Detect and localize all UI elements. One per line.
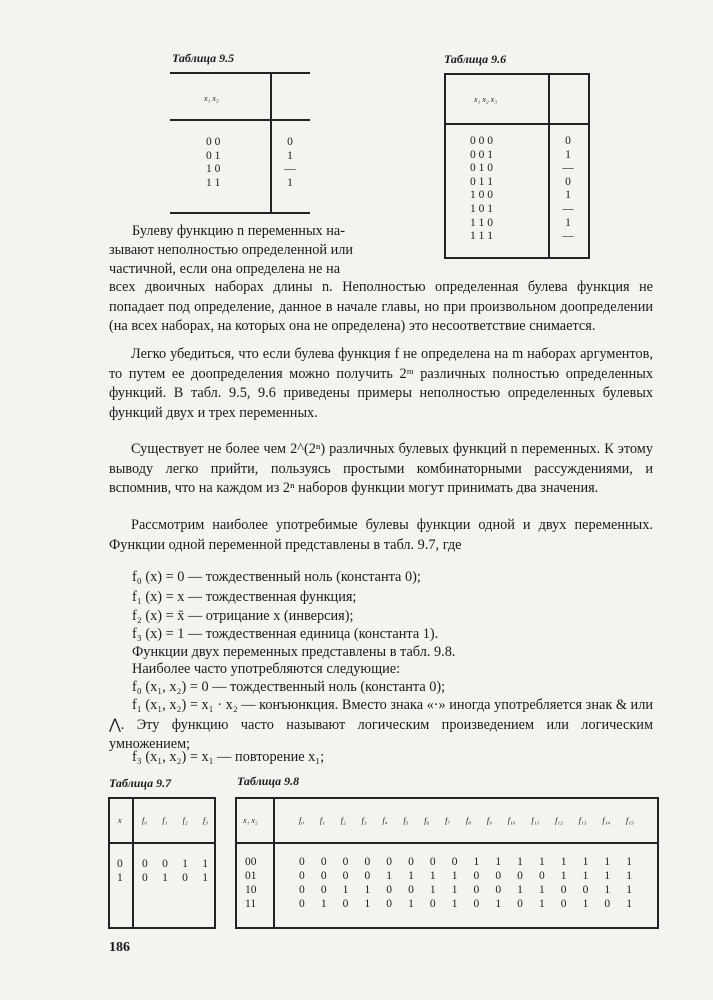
- table-9-8-args: [245, 855, 269, 911]
- table-cell: 0: [342, 898, 349, 910]
- table-cell: 1: [202, 858, 208, 870]
- table-row: 0 1 0: [470, 162, 493, 175]
- table-row: [142, 857, 208, 871]
- formula-f3-two-var: f₃ (x₁, x₂) = x₁ — повторение x₁;: [132, 749, 325, 765]
- table-cell: 0: [517, 870, 523, 882]
- table-cell: 1: [517, 884, 523, 896]
- text-two-var-functions: Функции двух переменных представлены в табл. 9.8.: [132, 644, 456, 660]
- table-cell: 0: [565, 175, 571, 188]
- table-cell: 1: [408, 898, 414, 910]
- table-cell: 0: [342, 856, 349, 868]
- table-cell: 0: [299, 884, 305, 896]
- table-cell: 1: [429, 884, 436, 896]
- table-cell: 1: [182, 858, 188, 870]
- table-cell: 0: [299, 856, 305, 868]
- table-cell: 1: [538, 898, 545, 910]
- formula-f3: f₃ (x) = 1 — тождественная единица (константа 1).: [132, 626, 439, 642]
- table-cell: 1: [202, 872, 208, 884]
- table-9-7-head-x: x: [118, 816, 122, 825]
- table-cell: 1: [117, 872, 123, 884]
- table-header: f₄: [382, 816, 388, 825]
- table-row: 1 0: [206, 163, 221, 175]
- formula-f0-two-var: f₀ (x₁, x₂) = 0 — тождественный ноль (константа 0);: [132, 679, 446, 695]
- table-cell: 1: [565, 148, 571, 161]
- table-cell: 0: [582, 884, 589, 896]
- table-9-7-caption: Таблица 9.7: [109, 776, 172, 790]
- table-cell: 1: [429, 870, 436, 882]
- table-9-5: [170, 72, 310, 214]
- table-cell: 1: [287, 176, 293, 189]
- table-row: 0 1: [206, 149, 221, 162]
- table-cell: 0: [386, 898, 392, 910]
- table-row: [299, 869, 632, 883]
- table-cell: 1: [287, 149, 293, 162]
- table-cell: 1: [565, 216, 571, 229]
- table-cell: 0: [495, 870, 502, 882]
- table-cell: 0: [560, 898, 567, 910]
- table-cell: 0: [429, 856, 436, 868]
- table-cell: 11: [245, 898, 257, 910]
- table-row: 1 1: [206, 176, 221, 189]
- table-header: f₅: [403, 816, 409, 825]
- table-cell: 1: [626, 870, 632, 882]
- table-row: [142, 871, 208, 885]
- table-cell: 00: [245, 856, 257, 868]
- table-cell: 1: [560, 856, 567, 868]
- table-header: f₃: [202, 816, 208, 825]
- table-cell: 1: [604, 856, 611, 868]
- table-cell: —: [562, 162, 574, 175]
- paragraph-4: Рассмотрим наиболее употребимые булевы функции одной и двух переменных. Функции одной переменной представлены в табл. 9.7, где: [109, 517, 653, 553]
- table-cell: 0: [320, 856, 327, 868]
- paragraph-1-continuation: всех двоичных наборах длины n. Неполностью определенная булева функция не попадает под определение, данное в начале главы, но при произвольном доопределении (на всех наборах, на которых она не определена) это несоответствие снимается.: [109, 279, 653, 335]
- table-cell: 0: [320, 884, 327, 896]
- table-cell: 0: [473, 884, 480, 896]
- table-cell: 0: [451, 856, 458, 868]
- table-9-7-heads: [142, 816, 208, 825]
- table-header: f₁₄: [602, 816, 611, 825]
- paragraph-1-line-1: Булеву функцию n переменных на-: [132, 223, 346, 239]
- table-cell: 0: [408, 856, 414, 868]
- table-cell: 0: [299, 870, 305, 882]
- table-cell: 1: [538, 856, 545, 868]
- table-cell: 1: [386, 870, 392, 882]
- table-cell: 1: [364, 884, 371, 896]
- table-cell: 1: [517, 856, 523, 868]
- formula-f2: f₂ (x) = x̄ — отрицание x (инверсия);: [132, 608, 354, 624]
- table-cell: 1: [582, 870, 589, 882]
- table-9-6-caption: Таблица 9.6: [444, 52, 507, 66]
- table-cell: 1: [604, 870, 611, 882]
- table-cell: —: [562, 230, 574, 243]
- table-9-8-values: [299, 855, 632, 911]
- table-cell: 1: [162, 872, 168, 884]
- table-9-7-values: [142, 857, 208, 885]
- table-cell: 0: [386, 884, 392, 896]
- table-header: f₆: [424, 816, 430, 825]
- table-9-6-values: [558, 135, 578, 244]
- table-cell: 1: [408, 870, 414, 882]
- table-cell: 1: [451, 870, 458, 882]
- formula-f0: f₀ (x) = 0 — тождественный ноль (константа 0);: [132, 569, 421, 585]
- table-header: f₃: [361, 816, 367, 825]
- table-cell: 1: [451, 884, 458, 896]
- table-9-7-x: [117, 857, 127, 885]
- table-9-5-header: x₁ x₂: [204, 94, 219, 103]
- table-cell: 0: [342, 870, 349, 882]
- table-cell: 0: [560, 884, 567, 896]
- table-cell: 0: [473, 870, 480, 882]
- table-cell: 1: [626, 898, 632, 910]
- table-9-8: [235, 797, 659, 929]
- table-row: 0 1 1: [470, 175, 493, 188]
- table-cell: 0: [142, 872, 148, 884]
- table-cell: 0: [299, 898, 305, 910]
- table-header: f₈: [466, 816, 472, 825]
- formula-f1: f₁ (x) = x — тождественная функция;: [132, 589, 357, 605]
- table-9-5-values: [280, 136, 300, 190]
- table-cell: 0: [182, 872, 188, 884]
- table-cell: 01: [245, 870, 257, 882]
- table-9-8-heads: [299, 816, 634, 825]
- paragraph-1-line-2: зывают неполностью определенной или: [109, 242, 354, 258]
- text-most-used: Наиболее часто употребляются следующие:: [132, 661, 401, 677]
- table-row: 0 0: [206, 136, 221, 148]
- table-cell: 1: [565, 189, 571, 202]
- table-cell: 1: [495, 856, 502, 868]
- table-cell: 1: [342, 884, 349, 896]
- table-cell: —: [284, 163, 296, 175]
- table-9-6: [444, 73, 590, 259]
- table-cell: 0: [386, 856, 392, 868]
- paragraph-1-line-3: частичной, если она определена не на: [109, 261, 341, 277]
- table-cell: 0: [117, 858, 123, 870]
- table-9-8-caption: Таблица 9.8: [237, 774, 300, 788]
- table-row: 1 0 0: [470, 189, 493, 202]
- table-cell: 1: [626, 884, 632, 896]
- table-cell: 0: [604, 898, 611, 910]
- table-cell: 0: [517, 898, 523, 910]
- paragraph-conjunction: f₁ (x₁, x₂) = x₁ · x₂ — конъюнкция. Вместо знака «·» иногда употребляется знак & или ⋀. Эту функцию часто называют логическим произведением или логическим умножением;: [109, 697, 653, 753]
- table-cell: 1: [495, 898, 502, 910]
- table-header: f₁: [162, 816, 168, 825]
- table-cell: 0: [320, 870, 327, 882]
- page-number: 186: [109, 940, 130, 955]
- table-cell: 0: [287, 136, 293, 148]
- table-cell: 1: [538, 884, 545, 896]
- table-cell: 0: [538, 870, 545, 882]
- table-row: 0 0 0: [470, 135, 493, 147]
- table-9-5-args: [206, 136, 246, 190]
- table-row: 1 0 1: [470, 202, 493, 215]
- table-header: f₁₅: [626, 816, 634, 825]
- table-row: 1 1 0: [470, 216, 493, 229]
- table-cell: 0: [364, 870, 371, 882]
- table-header: f₀: [299, 816, 305, 825]
- table-header: f₁₀: [507, 816, 516, 825]
- table-header: f₂: [340, 816, 346, 825]
- table-cell: 0: [364, 856, 371, 868]
- table-cell: 0: [473, 898, 480, 910]
- table-row: [299, 897, 632, 911]
- table-cell: 1: [604, 884, 611, 896]
- table-cell: 0: [142, 858, 148, 870]
- table-header: f₂: [182, 816, 188, 825]
- table-cell: 0: [408, 884, 414, 896]
- table-cell: 0: [162, 858, 168, 870]
- table-cell: 1: [560, 870, 567, 882]
- table-row: [299, 883, 632, 897]
- table-9-6-args: [470, 135, 530, 244]
- table-header: f₁: [319, 816, 325, 825]
- table-cell: 1: [320, 898, 327, 910]
- table-9-8-head-x: x₁ x₂: [243, 816, 258, 825]
- table-cell: 1: [626, 856, 632, 868]
- table-header: f₉: [486, 816, 492, 825]
- table-header: f₁₂: [555, 816, 563, 825]
- table-cell: 0: [429, 898, 436, 910]
- table-row: 1 1 1: [470, 230, 493, 243]
- table-row: 0 0 1: [470, 148, 493, 161]
- table-cell: 0: [565, 135, 571, 147]
- table-cell: —: [562, 202, 574, 215]
- table-cell: 10: [245, 884, 257, 896]
- table-cell: 0: [495, 884, 502, 896]
- paragraph-2: Легко убедиться, что если булева функция f не определена на m наборах аргументов, то путем ее доопределения можно получить 2ᵐ различных полностью определенных функций. В табл. 9.5, 9.6 приведены примеры неполностью определенных булевых функций двух и трех переменных.: [109, 346, 653, 421]
- table-9-5-caption: Таблица 9.5: [172, 51, 235, 65]
- table-9-7: [108, 797, 216, 929]
- table-header: f₁₁: [531, 816, 540, 825]
- table-cell: 1: [582, 898, 589, 910]
- table-row: [299, 855, 632, 869]
- table-header: f₀: [142, 816, 148, 825]
- table-cell: 1: [473, 856, 480, 868]
- table-cell: 1: [364, 898, 371, 910]
- paragraph-3: Существует не более чем 2^(2ⁿ) различных булевых функций n переменных. К этому выводу легко прийти, пользуясь простыми комбинаторными рассуждениями, и вспомнив, что на каждом из 2ⁿ наборов функции могут принимать два значения.: [109, 441, 653, 497]
- table-9-6-header: x₁ x₂ x₃: [474, 95, 497, 104]
- table-header: f₇: [445, 816, 451, 825]
- table-cell: 1: [451, 898, 458, 910]
- table-header: f₁₃: [578, 816, 587, 825]
- table-cell: 1: [582, 856, 589, 868]
